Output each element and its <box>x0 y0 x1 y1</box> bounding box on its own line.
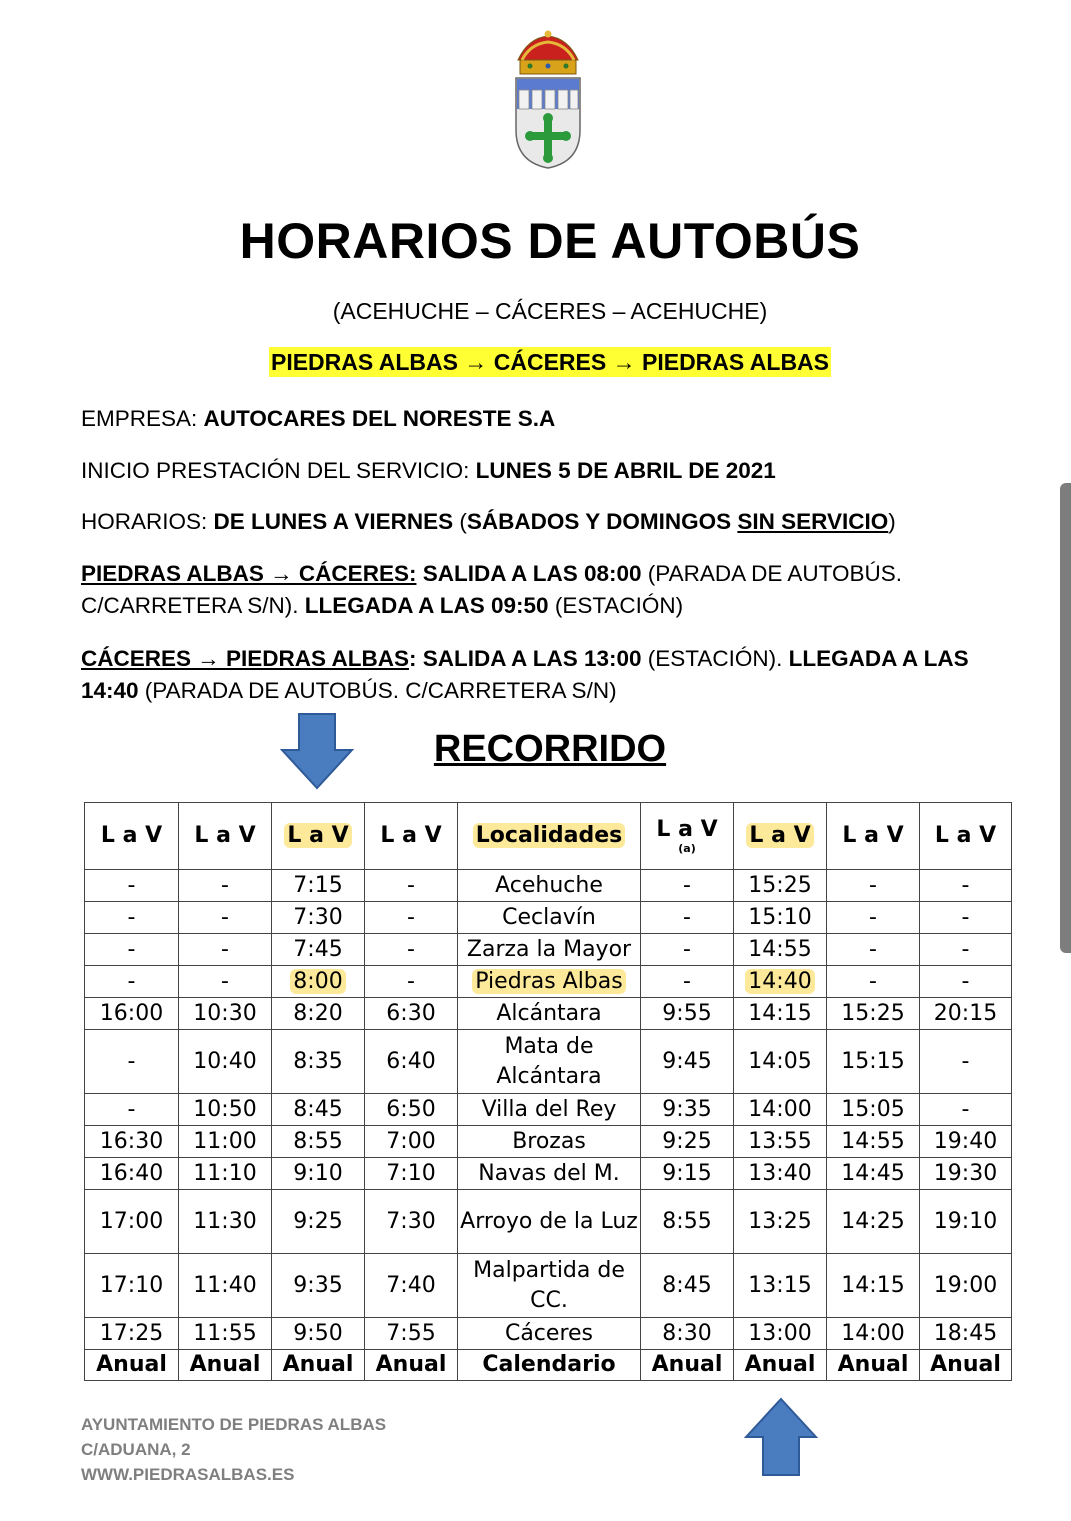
footer-cell: Calendario <box>458 1350 641 1381</box>
time-cell <box>179 1158 272 1190</box>
time-value: 9:50 <box>293 1320 343 1346</box>
time-cell <box>734 870 827 902</box>
time-value: 9:45 <box>662 1048 712 1074</box>
timetable <box>84 802 1012 1381</box>
vuelta-salida-place: (ESTACIÓN). <box>641 646 789 671</box>
time-value: 15:10 <box>748 904 812 930</box>
table-row <box>85 998 1012 1030</box>
time-cell <box>179 966 272 998</box>
time-value: 19:00 <box>933 1272 998 1298</box>
time-value: - <box>127 872 136 898</box>
table-row <box>85 934 1012 966</box>
time-value: 7:30 <box>386 1208 436 1234</box>
time-cell <box>641 934 734 966</box>
time-cell <box>641 1030 734 1094</box>
time-value: 9:25 <box>662 1128 712 1154</box>
table-header-cell <box>458 803 641 870</box>
time-cell <box>365 1126 458 1158</box>
time-value: 18:45 <box>933 1320 998 1346</box>
table-header-cell <box>365 803 458 870</box>
empresa-value: AUTOCARES DEL NORESTE S.A <box>203 406 556 431</box>
footer-cell: Anual <box>365 1350 458 1381</box>
time-value: 7:10 <box>386 1160 436 1186</box>
locality-name: Villa del Rey <box>481 1096 617 1122</box>
time-value: 14:15 <box>748 1000 812 1026</box>
time-cell <box>734 1254 827 1318</box>
time-cell <box>85 1254 179 1318</box>
time-cell <box>827 1030 920 1094</box>
footer-cell: Anual <box>641 1350 734 1381</box>
horarios-sin-servicio: SIN SERVICIO <box>737 509 889 534</box>
inicio-line <box>81 455 1031 487</box>
locality-name: Arroyo de la Luz <box>460 1208 638 1234</box>
time-value: 17:00 <box>99 1208 164 1234</box>
table-row <box>85 966 1012 998</box>
time-value: 11:00 <box>193 1128 257 1154</box>
time-value: - <box>221 936 229 962</box>
time-cell <box>365 1094 458 1126</box>
time-value: 11:30 <box>193 1208 257 1234</box>
time-cell <box>365 1158 458 1190</box>
time-cell <box>179 934 272 966</box>
time-value: - <box>869 904 877 930</box>
time-cell <box>827 1126 920 1158</box>
time-value: 16:30 <box>99 1128 164 1154</box>
table-header-cell <box>272 803 365 870</box>
time-cell <box>920 1254 1012 1318</box>
time-cell <box>85 1094 179 1126</box>
time-value: 17:25 <box>99 1320 164 1346</box>
time-cell <box>827 934 920 966</box>
time-value: 16:00 <box>99 1000 164 1026</box>
time-cell <box>85 998 179 1030</box>
time-cell <box>827 1190 920 1254</box>
time-cell <box>85 1318 179 1350</box>
time-value: 20:15 <box>933 1000 998 1026</box>
inicio-value: LUNES 5 DE ABRIL DE 2021 <box>475 458 776 483</box>
time-cell <box>641 902 734 934</box>
table-row <box>85 1158 1012 1190</box>
horarios-paren-close: ) <box>888 509 896 534</box>
time-value: 9:55 <box>662 1000 712 1026</box>
time-value: 7:40 <box>386 1272 436 1298</box>
time-value: 13:25 <box>748 1208 812 1234</box>
header-note: (a) <box>678 842 696 855</box>
time-cell <box>365 966 458 998</box>
time-value: 8:55 <box>293 1128 343 1154</box>
time-value: 11:10 <box>193 1160 257 1186</box>
coat-of-arms-icon <box>510 30 586 170</box>
table-header-cell <box>641 803 734 870</box>
time-cell <box>272 1190 365 1254</box>
time-cell <box>179 902 272 934</box>
time-value: - <box>127 904 136 930</box>
time-cell <box>641 1254 734 1318</box>
locality-cell <box>458 1190 641 1254</box>
ida-llegada: LLEGADA A LAS 09:50 <box>304 593 549 618</box>
table-row <box>85 1126 1012 1158</box>
table-header-cell <box>920 803 1012 870</box>
time-cell <box>734 1158 827 1190</box>
time-value: 9:10 <box>293 1160 343 1186</box>
time-value: 19:40 <box>933 1128 998 1154</box>
vuelta-llegada: LLEGADA A LAS 14:40 <box>81 646 969 703</box>
page-title: HORARIOS DE AUTOBÚS <box>239 213 861 269</box>
locality-cell <box>458 1094 641 1126</box>
time-cell <box>365 1254 458 1318</box>
time-cell <box>920 1126 1012 1158</box>
time-cell <box>827 1318 920 1350</box>
time-value: 16:40 <box>99 1160 164 1186</box>
time-cell <box>85 902 179 934</box>
time-cell <box>85 1126 179 1158</box>
time-value: 15:25 <box>748 872 812 898</box>
time-value: - <box>869 872 877 898</box>
time-value: 9:15 <box>662 1160 712 1186</box>
vuelta-salida: SALIDA A LAS 13:00 <box>416 646 642 671</box>
time-value: - <box>127 968 136 994</box>
footer-line-1: AYUNTAMIENTO DE PIEDRAS ALBAS <box>81 1415 387 1434</box>
footer-cell: Anual <box>272 1350 365 1381</box>
time-value: 15:25 <box>841 1000 905 1026</box>
time-value: 14:00 <box>841 1320 905 1346</box>
time-value: 14:55 <box>748 936 812 962</box>
header-label: L a V <box>842 823 904 848</box>
time-cell <box>734 1318 827 1350</box>
time-value: - <box>127 1096 136 1122</box>
time-value: 8:30 <box>662 1320 712 1346</box>
time-cell <box>365 998 458 1030</box>
time-cell <box>272 1254 365 1318</box>
time-value: - <box>961 1048 970 1074</box>
time-value: - <box>961 872 970 898</box>
table-header-cell <box>827 803 920 870</box>
header-label: Localidades <box>473 823 625 848</box>
table-row <box>85 1094 1012 1126</box>
time-value: 15:15 <box>841 1048 905 1074</box>
locality-name: Navas del M. <box>478 1160 620 1186</box>
time-value: - <box>869 968 877 994</box>
locality-cell <box>458 1318 641 1350</box>
time-cell <box>85 1030 179 1094</box>
time-value: 8:00 <box>290 969 345 994</box>
route-highlight <box>0 349 1071 376</box>
footer-line-2: C/ADUANA, 2 <box>81 1440 191 1459</box>
time-cell <box>734 934 827 966</box>
arrow-down-icon <box>280 712 354 790</box>
time-cell <box>365 1318 458 1350</box>
scrollbar[interactable] <box>1060 483 1071 953</box>
ida-salida-place: (PARADA DE AUTOBÚS. C/CARRETERA S/N). <box>81 561 902 618</box>
vuelta-llegada-place: (PARADA DE AUTOBÚS. C/CARRETERA S/N) <box>138 678 617 703</box>
time-cell <box>920 1190 1012 1254</box>
table-row <box>85 902 1012 934</box>
time-value: 6:50 <box>386 1096 436 1122</box>
time-value: - <box>407 872 415 898</box>
ida-route: PIEDRAS ALBAS → CÁCERES: <box>81 561 417 586</box>
time-cell <box>827 902 920 934</box>
time-value: 13:40 <box>748 1160 812 1186</box>
time-value: 7:00 <box>386 1128 436 1154</box>
time-value: - <box>683 904 691 930</box>
time-cell <box>920 1094 1012 1126</box>
time-cell <box>827 1094 920 1126</box>
time-cell <box>272 1318 365 1350</box>
time-cell <box>272 1030 365 1094</box>
time-cell <box>734 1094 827 1126</box>
time-cell <box>179 1318 272 1350</box>
footer <box>81 1412 386 1487</box>
footer-cell: Anual <box>827 1350 920 1381</box>
time-value: 14:55 <box>841 1128 905 1154</box>
time-cell <box>85 934 179 966</box>
time-value: - <box>869 936 877 962</box>
vuelta-line <box>81 643 1031 707</box>
locality-name: Piedras Albas <box>472 969 625 994</box>
inicio-label: INICIO PRESTACIÓN DEL SERVICIO: <box>81 458 476 483</box>
time-cell <box>641 1158 734 1190</box>
time-value: - <box>683 968 691 994</box>
time-value: 14:25 <box>841 1208 905 1234</box>
locality-name: Malpartida de CC. <box>473 1257 625 1313</box>
time-value: 9:35 <box>293 1272 343 1298</box>
time-cell <box>641 998 734 1030</box>
time-value: - <box>221 968 229 994</box>
table-row <box>85 1190 1012 1254</box>
locality-cell <box>458 1158 641 1190</box>
time-cell <box>365 902 458 934</box>
table-row <box>85 870 1012 902</box>
locality-name: Zarza la Mayor <box>466 936 632 962</box>
time-cell <box>179 1254 272 1318</box>
time-value: 9:35 <box>662 1096 712 1122</box>
locality-cell <box>458 934 641 966</box>
time-cell <box>734 902 827 934</box>
locality-cell <box>458 870 641 902</box>
header-label: L a V <box>380 823 442 848</box>
time-value: 7:15 <box>293 872 343 898</box>
time-cell <box>179 1126 272 1158</box>
time-cell <box>272 1158 365 1190</box>
page-subtitle: (ACEHUCHE – CÁCERES – ACEHUCHE) <box>332 298 768 324</box>
table-header-cell <box>179 803 272 870</box>
time-value: 8:35 <box>293 1048 343 1074</box>
footer-cell: Anual <box>920 1350 1012 1381</box>
time-cell <box>85 1190 179 1254</box>
table-header-cell <box>85 803 179 870</box>
time-value: 8:20 <box>293 1000 343 1026</box>
time-value: 14:40 <box>745 969 814 994</box>
time-value: - <box>407 936 415 962</box>
ida-llegada-place: (ESTACIÓN) <box>548 593 684 618</box>
locality-name: Acehuche <box>495 872 603 898</box>
time-cell <box>641 966 734 998</box>
time-value: - <box>407 968 415 994</box>
time-value: 10:50 <box>193 1096 257 1122</box>
locality-cell <box>458 1126 641 1158</box>
time-value: 15:05 <box>841 1096 905 1122</box>
time-cell <box>641 870 734 902</box>
vuelta-colon: : <box>408 646 417 671</box>
time-value: - <box>127 1048 136 1074</box>
time-cell <box>641 1190 734 1254</box>
locality-name: Brozas <box>512 1128 586 1154</box>
time-cell <box>641 1094 734 1126</box>
time-value: 13:55 <box>748 1128 812 1154</box>
time-cell <box>272 1094 365 1126</box>
time-value: 7:55 <box>386 1320 436 1346</box>
footer-cell: Anual <box>734 1350 827 1381</box>
time-value: - <box>407 904 415 930</box>
time-cell <box>272 998 365 1030</box>
time-cell <box>920 870 1012 902</box>
ida-line <box>81 558 1031 622</box>
empresa-line <box>81 403 1031 435</box>
time-value: - <box>961 936 970 962</box>
time-value: 9:25 <box>293 1208 343 1234</box>
header-label: L a V <box>100 823 163 848</box>
locality-cell <box>458 966 641 998</box>
time-value: 10:40 <box>193 1048 257 1074</box>
horarios-value: DE LUNES A VIERNES <box>213 509 454 534</box>
table-footer-row <box>85 1350 1012 1381</box>
locality-cell <box>458 998 641 1030</box>
time-value: - <box>683 872 691 898</box>
time-cell <box>85 966 179 998</box>
time-value: 8:45 <box>293 1096 343 1122</box>
header-label: L a V <box>656 817 718 842</box>
footer-cell: Anual <box>85 1350 179 1381</box>
time-value: 19:10 <box>933 1208 998 1234</box>
time-value: 8:55 <box>662 1208 712 1234</box>
time-value: 7:45 <box>293 936 343 962</box>
time-value: 6:30 <box>386 1000 436 1026</box>
time-value: 6:40 <box>386 1048 436 1074</box>
time-cell <box>85 870 179 902</box>
time-cell <box>641 1126 734 1158</box>
locality-cell <box>458 902 641 934</box>
time-cell <box>734 1126 827 1158</box>
time-cell <box>179 870 272 902</box>
time-cell <box>272 902 365 934</box>
time-cell <box>272 966 365 998</box>
locality-name: Cáceres <box>504 1320 594 1346</box>
time-cell <box>365 934 458 966</box>
section-title-recorrido: RECORRIDO <box>433 728 667 770</box>
time-cell <box>365 1030 458 1094</box>
table-row <box>85 1318 1012 1350</box>
time-value: - <box>961 968 970 994</box>
time-cell <box>179 998 272 1030</box>
table-header-cell <box>734 803 827 870</box>
time-cell <box>827 998 920 1030</box>
time-value: 7:30 <box>293 904 343 930</box>
locality-name: Ceclavín <box>502 904 596 930</box>
horarios-weekend: SÁBADOS Y DOMINGOS <box>466 509 738 534</box>
time-cell <box>734 998 827 1030</box>
time-cell <box>734 1190 827 1254</box>
locality-cell <box>458 1254 641 1318</box>
time-value: 11:55 <box>193 1320 257 1346</box>
time-cell <box>179 1030 272 1094</box>
footer-cell: Anual <box>179 1350 272 1381</box>
time-cell <box>272 870 365 902</box>
time-value: - <box>221 872 229 898</box>
locality-name: Mata de Alcántara <box>496 1033 602 1089</box>
table-row <box>85 1030 1012 1094</box>
time-cell <box>920 902 1012 934</box>
time-value: 11:40 <box>193 1272 257 1298</box>
time-value: - <box>221 904 229 930</box>
header-label: L a V <box>284 823 351 848</box>
arrow-up-icon <box>744 1397 818 1477</box>
time-cell <box>920 998 1012 1030</box>
time-cell <box>179 1094 272 1126</box>
time-value: - <box>961 904 970 930</box>
time-cell <box>827 1158 920 1190</box>
horarios-label: HORARIOS: <box>81 509 214 534</box>
header-label: L a V <box>194 823 256 848</box>
time-cell <box>920 966 1012 998</box>
time-cell <box>365 1190 458 1254</box>
time-value: 14:45 <box>841 1160 905 1186</box>
empresa-label: EMPRESA: <box>81 406 204 431</box>
time-value: - <box>683 936 691 962</box>
time-cell <box>641 1318 734 1350</box>
time-cell <box>85 1158 179 1190</box>
time-value: 13:15 <box>748 1272 812 1298</box>
time-value: 8:45 <box>662 1272 712 1298</box>
time-value: 19:30 <box>933 1160 998 1186</box>
time-value: - <box>127 936 136 962</box>
time-cell <box>179 1190 272 1254</box>
header-label: L a V <box>934 823 997 848</box>
header-label: L a V <box>746 823 813 848</box>
horarios-paren-open: ( <box>453 509 467 534</box>
time-cell <box>920 1158 1012 1190</box>
time-cell <box>920 934 1012 966</box>
time-value: 17:10 <box>99 1272 164 1298</box>
time-cell <box>827 1254 920 1318</box>
time-cell <box>920 1030 1012 1094</box>
time-value: 10:30 <box>193 1000 257 1026</box>
table-row <box>85 1254 1012 1318</box>
time-value: 13:00 <box>748 1320 812 1346</box>
time-value: 14:05 <box>748 1048 812 1074</box>
time-cell <box>734 1030 827 1094</box>
time-cell <box>365 870 458 902</box>
time-value: 14:00 <box>748 1096 812 1122</box>
time-value: 14:15 <box>841 1272 905 1298</box>
footer-line-3: WWW.PIEDRASALBAS.ES <box>81 1465 295 1484</box>
time-cell <box>827 870 920 902</box>
time-cell <box>734 966 827 998</box>
time-cell <box>272 934 365 966</box>
locality-cell <box>458 1030 641 1094</box>
table-header-row <box>85 803 1012 870</box>
ida-salida: SALIDA A LAS 08:00 <box>416 561 642 586</box>
time-value: - <box>961 1096 970 1122</box>
route-text: PIEDRAS ALBAS → CÁCERES → PIEDRAS ALBAS <box>270 349 830 375</box>
locality-name: Alcántara <box>496 1000 602 1026</box>
time-cell <box>827 966 920 998</box>
horarios-line <box>81 506 1031 538</box>
time-cell <box>272 1126 365 1158</box>
vuelta-route: CÁCERES → PIEDRAS ALBAS <box>81 646 409 671</box>
time-cell <box>920 1318 1012 1350</box>
